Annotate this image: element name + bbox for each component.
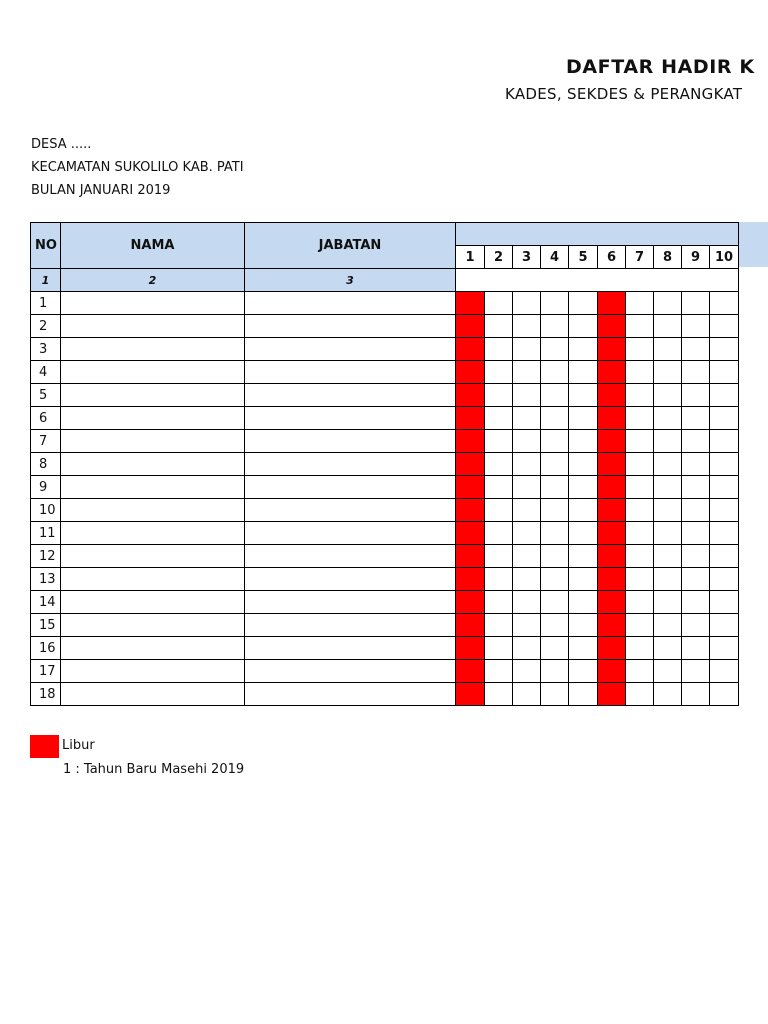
attendance-cell[interactable]	[626, 407, 654, 430]
attendance-cell[interactable]	[541, 453, 569, 476]
attendance-cell[interactable]	[513, 568, 541, 591]
holiday-cell	[456, 637, 485, 660]
nama-cell[interactable]	[61, 361, 245, 384]
attendance-cell[interactable]	[682, 407, 710, 430]
table-row	[31, 476, 739, 499]
attendance-cell[interactable]	[654, 315, 682, 338]
attendance-cell[interactable]	[682, 338, 710, 361]
holiday-cell	[598, 292, 626, 315]
holiday-cell	[598, 407, 626, 430]
attendance-cell[interactable]	[513, 361, 541, 384]
attendance-cell[interactable]	[485, 522, 513, 545]
attendance-cell[interactable]	[682, 545, 710, 568]
jabatan-cell[interactable]	[245, 292, 456, 315]
attendance-cell[interactable]	[569, 407, 598, 430]
attendance-cell[interactable]	[682, 522, 710, 545]
village-info	[31, 133, 244, 202]
attendance-cell[interactable]	[710, 476, 739, 499]
attendance-cell[interactable]	[513, 476, 541, 499]
attendance-cell[interactable]	[541, 315, 569, 338]
jabatan-cell[interactable]	[245, 338, 456, 361]
day-header-3: 3	[513, 246, 541, 269]
holiday-cell	[598, 660, 626, 683]
attendance-cell[interactable]	[485, 591, 513, 614]
jabatan-cell[interactable]	[245, 614, 456, 637]
attendance-cell[interactable]	[569, 338, 598, 361]
attendance-cell[interactable]	[513, 430, 541, 453]
jabatan-cell[interactable]	[245, 545, 456, 568]
attendance-cell[interactable]	[626, 568, 654, 591]
day-header-8: 8	[654, 246, 682, 269]
attendance-cell[interactable]	[569, 683, 598, 706]
row-number: 2	[31, 315, 61, 338]
attendance-cell[interactable]	[682, 637, 710, 660]
attendance-cell[interactable]	[541, 476, 569, 499]
table-row	[31, 522, 739, 545]
nama-cell[interactable]	[61, 660, 245, 683]
nama-cell[interactable]	[61, 637, 245, 660]
attendance-cell[interactable]	[654, 637, 682, 660]
holiday-cell	[598, 545, 626, 568]
attendance-cell[interactable]	[710, 384, 739, 407]
holiday-cell	[456, 499, 485, 522]
attendance-cell[interactable]	[710, 407, 739, 430]
row-number: 4	[31, 361, 61, 384]
attendance-cell[interactable]	[710, 568, 739, 591]
attendance-cell[interactable]	[654, 430, 682, 453]
attendance-cell[interactable]	[569, 499, 598, 522]
attendance-cell[interactable]	[654, 568, 682, 591]
desa-line: DESA .....	[31, 137, 92, 152]
attendance-cell[interactable]	[626, 453, 654, 476]
attendance-cell[interactable]	[654, 361, 682, 384]
attendance-cell[interactable]	[485, 683, 513, 706]
attendance-cell[interactable]	[626, 361, 654, 384]
attendance-cell[interactable]	[682, 453, 710, 476]
day-header-10: 10	[710, 246, 739, 269]
nama-cell[interactable]	[61, 499, 245, 522]
attendance-cell[interactable]	[682, 614, 710, 637]
table-row	[31, 453, 739, 476]
jabatan-cell[interactable]	[245, 384, 456, 407]
attendance-cell[interactable]	[654, 614, 682, 637]
table-row	[31, 545, 739, 568]
attendance-cell[interactable]	[541, 683, 569, 706]
nama-cell[interactable]	[61, 453, 245, 476]
attendance-cell[interactable]	[485, 315, 513, 338]
holiday-cell	[598, 683, 626, 706]
attendance-cell[interactable]	[682, 361, 710, 384]
attendance-cell[interactable]	[654, 522, 682, 545]
attendance-cell[interactable]	[626, 499, 654, 522]
attendance-cell[interactable]	[485, 430, 513, 453]
row-number: 1	[31, 292, 61, 315]
attendance-cell[interactable]	[710, 545, 739, 568]
attendance-cell[interactable]	[569, 384, 598, 407]
attendance-cell[interactable]	[569, 545, 598, 568]
attendance-cell[interactable]	[485, 637, 513, 660]
attendance-cell[interactable]	[654, 384, 682, 407]
legend-note: 1 : Tahun Baru Masehi 2019	[63, 762, 245, 777]
attendance-cell[interactable]	[654, 591, 682, 614]
holiday-cell	[598, 338, 626, 361]
attendance-cell[interactable]	[541, 545, 569, 568]
row-number: 18	[31, 683, 61, 706]
nama-cell[interactable]	[61, 430, 245, 453]
attendance-cell[interactable]	[513, 545, 541, 568]
attendance-cell[interactable]	[682, 384, 710, 407]
attendance-cell[interactable]	[513, 338, 541, 361]
document-title: DAFTAR HADIR K	[566, 56, 755, 78]
jabatan-cell[interactable]	[245, 568, 456, 591]
attendance-cell[interactable]	[682, 430, 710, 453]
day-header-7: 7	[626, 246, 654, 269]
holiday-cell	[456, 683, 485, 706]
table-row	[31, 407, 739, 430]
header-fill-overflow	[738, 222, 768, 267]
attendance-cell[interactable]	[569, 660, 598, 683]
col-index-no: 1	[31, 269, 61, 292]
holiday-cell	[456, 476, 485, 499]
attendance-cell[interactable]	[569, 292, 598, 315]
attendance-cell[interactable]	[654, 683, 682, 706]
row-number: 10	[31, 499, 61, 522]
attendance-cell[interactable]	[541, 384, 569, 407]
table-row	[31, 683, 739, 706]
attendance-cell[interactable]	[569, 430, 598, 453]
attendance-cell[interactable]	[541, 430, 569, 453]
holiday-cell	[456, 384, 485, 407]
attendance-body	[31, 292, 739, 706]
col-index-days-blank	[456, 269, 739, 292]
jabatan-cell[interactable]	[245, 660, 456, 683]
table-row	[31, 315, 739, 338]
attendance-cell[interactable]	[710, 315, 739, 338]
holiday-cell	[598, 384, 626, 407]
attendance-cell[interactable]	[513, 522, 541, 545]
attendance-cell[interactable]	[654, 660, 682, 683]
table-row	[31, 591, 739, 614]
holiday-cell	[598, 476, 626, 499]
jabatan-cell[interactable]	[245, 407, 456, 430]
nama-cell[interactable]	[61, 683, 245, 706]
kecamatan-line: KECAMATAN SUKOLILO KAB. PATI	[31, 160, 244, 175]
jabatan-cell[interactable]	[245, 591, 456, 614]
attendance-cell[interactable]	[513, 591, 541, 614]
legend-label: Libur	[62, 738, 95, 753]
jabatan-cell[interactable]	[245, 430, 456, 453]
holiday-cell	[456, 407, 485, 430]
holiday-cell	[456, 545, 485, 568]
attendance-table	[30, 222, 739, 706]
attendance-cell[interactable]	[626, 430, 654, 453]
jabatan-cell[interactable]	[245, 453, 456, 476]
nama-cell[interactable]	[61, 292, 245, 315]
attendance-cell[interactable]	[485, 384, 513, 407]
attendance-cell[interactable]	[626, 522, 654, 545]
nama-cell[interactable]	[61, 522, 245, 545]
attendance-cell[interactable]	[626, 384, 654, 407]
table-row	[31, 660, 739, 683]
attendance-cell[interactable]	[626, 614, 654, 637]
attendance-cell[interactable]	[626, 338, 654, 361]
attendance-cell[interactable]	[682, 683, 710, 706]
nama-cell[interactable]	[61, 568, 245, 591]
attendance-cell[interactable]	[513, 384, 541, 407]
holiday-cell	[598, 637, 626, 660]
attendance-cell[interactable]	[710, 499, 739, 522]
jabatan-cell[interactable]	[245, 499, 456, 522]
attendance-cell[interactable]	[654, 292, 682, 315]
attendance-cell[interactable]	[485, 499, 513, 522]
attendance-cell[interactable]	[513, 315, 541, 338]
attendance-cell[interactable]	[485, 476, 513, 499]
attendance-cell[interactable]	[710, 591, 739, 614]
holiday-cell	[456, 338, 485, 361]
attendance-cell[interactable]	[513, 499, 541, 522]
attendance-cell[interactable]	[654, 476, 682, 499]
jabatan-cell[interactable]	[245, 476, 456, 499]
attendance-cell[interactable]	[626, 292, 654, 315]
nama-cell[interactable]	[61, 338, 245, 361]
holiday-cell	[598, 361, 626, 384]
holiday-cell	[598, 568, 626, 591]
attendance-cell[interactable]	[710, 614, 739, 637]
attendance-cell[interactable]	[541, 660, 569, 683]
bulan-line: BULAN JANUARI 2019	[31, 183, 171, 198]
attendance-cell[interactable]	[682, 591, 710, 614]
attendance-cell[interactable]	[541, 637, 569, 660]
row-number: 17	[31, 660, 61, 683]
attendance-cell[interactable]	[541, 407, 569, 430]
row-number: 8	[31, 453, 61, 476]
attendance-cell[interactable]	[569, 568, 598, 591]
attendance-cell[interactable]	[682, 660, 710, 683]
attendance-cell[interactable]	[626, 545, 654, 568]
nama-cell[interactable]	[61, 545, 245, 568]
jabatan-cell[interactable]	[245, 522, 456, 545]
attendance-cell[interactable]	[541, 614, 569, 637]
attendance-cell[interactable]	[513, 614, 541, 637]
holiday-cell	[456, 591, 485, 614]
attendance-cell[interactable]	[654, 499, 682, 522]
attendance-cell[interactable]	[654, 453, 682, 476]
day-header-9: 9	[682, 246, 710, 269]
attendance-cell[interactable]	[654, 407, 682, 430]
attendance-cell[interactable]	[710, 292, 739, 315]
jabatan-cell[interactable]	[245, 683, 456, 706]
attendance-cell[interactable]	[569, 591, 598, 614]
table-row	[31, 430, 739, 453]
attendance-cell[interactable]	[682, 315, 710, 338]
day-header-2: 2	[485, 246, 513, 269]
holiday-cell	[456, 430, 485, 453]
attendance-cell[interactable]	[654, 545, 682, 568]
row-number: 7	[31, 430, 61, 453]
document-subtitle: KADES, SEKDES & PERANGKAT	[505, 85, 743, 103]
attendance-cell[interactable]	[569, 315, 598, 338]
row-number: 16	[31, 637, 61, 660]
attendance-cell[interactable]	[541, 591, 569, 614]
attendance-cell[interactable]	[710, 683, 739, 706]
holiday-cell	[456, 453, 485, 476]
jabatan-cell[interactable]	[245, 315, 456, 338]
col-no-header: NO	[31, 223, 61, 269]
attendance-cell[interactable]	[541, 568, 569, 591]
col-nama-header: NAMA	[61, 223, 245, 269]
holiday-cell	[598, 453, 626, 476]
holiday-cell	[456, 568, 485, 591]
table-row	[31, 338, 739, 361]
holiday-cell	[456, 292, 485, 315]
attendance-cell[interactable]	[710, 637, 739, 660]
row-number: 14	[31, 591, 61, 614]
attendance-cell[interactable]	[710, 660, 739, 683]
attendance-cell[interactable]	[541, 292, 569, 315]
attendance-cell[interactable]	[710, 361, 739, 384]
attendance-cell[interactable]	[513, 292, 541, 315]
attendance-cell[interactable]	[485, 660, 513, 683]
attendance-cell[interactable]	[569, 361, 598, 384]
attendance-cell[interactable]	[485, 453, 513, 476]
attendance-cell[interactable]	[485, 545, 513, 568]
table-row	[31, 292, 739, 315]
attendance-cell[interactable]	[513, 453, 541, 476]
attendance-cell[interactable]	[626, 315, 654, 338]
attendance-cell[interactable]	[569, 614, 598, 637]
table-row	[31, 499, 739, 522]
attendance-cell[interactable]	[569, 522, 598, 545]
attendance-cell[interactable]	[513, 683, 541, 706]
attendance-cell[interactable]	[513, 660, 541, 683]
holiday-cell	[456, 361, 485, 384]
attendance-cell[interactable]	[626, 660, 654, 683]
nama-cell[interactable]	[61, 614, 245, 637]
attendance-cell[interactable]	[682, 476, 710, 499]
table-row	[31, 637, 739, 660]
attendance-cell[interactable]	[654, 338, 682, 361]
row-number: 3	[31, 338, 61, 361]
holiday-cell	[456, 614, 485, 637]
jabatan-cell[interactable]	[245, 361, 456, 384]
table-row	[31, 361, 739, 384]
attendance-cell[interactable]	[569, 476, 598, 499]
col-index-jabatan: 3	[245, 269, 456, 292]
holiday-cell	[598, 591, 626, 614]
holiday-cell	[456, 522, 485, 545]
attendance-cell[interactable]	[569, 453, 598, 476]
day-header-1: 1	[456, 246, 485, 269]
holiday-cell	[456, 660, 485, 683]
day-header-4: 4	[541, 246, 569, 269]
attendance-cell[interactable]	[710, 522, 739, 545]
attendance-cell[interactable]	[710, 453, 739, 476]
holiday-cell	[598, 315, 626, 338]
attendance-cell[interactable]	[569, 637, 598, 660]
attendance-cell[interactable]	[485, 338, 513, 361]
attendance-cell[interactable]	[541, 361, 569, 384]
attendance-cell[interactable]	[682, 292, 710, 315]
col-jabatan-header: JABATAN	[245, 223, 456, 269]
row-number: 9	[31, 476, 61, 499]
table-row	[31, 614, 739, 637]
holiday-cell	[598, 430, 626, 453]
attendance-cell[interactable]	[626, 591, 654, 614]
row-number: 13	[31, 568, 61, 591]
attendance-cell[interactable]	[485, 361, 513, 384]
nama-cell[interactable]	[61, 476, 245, 499]
holiday-cell	[598, 614, 626, 637]
attendance-cell[interactable]	[682, 568, 710, 591]
attendance-cell[interactable]	[626, 683, 654, 706]
row-number: 11	[31, 522, 61, 545]
holiday-cell	[456, 315, 485, 338]
attendance-cell[interactable]	[541, 499, 569, 522]
row-number: 15	[31, 614, 61, 637]
attendance-cell[interactable]	[626, 637, 654, 660]
day-header-5: 5	[569, 246, 598, 269]
row-number: 12	[31, 545, 61, 568]
nama-cell[interactable]	[61, 315, 245, 338]
attendance-cell[interactable]	[710, 338, 739, 361]
holiday-cell	[598, 522, 626, 545]
table-row	[31, 568, 739, 591]
attendance-cell[interactable]	[682, 499, 710, 522]
holiday-cell	[598, 499, 626, 522]
attendance-cell[interactable]	[485, 568, 513, 591]
nama-cell[interactable]	[61, 591, 245, 614]
attendance-cell[interactable]	[710, 430, 739, 453]
attendance-cell[interactable]	[541, 338, 569, 361]
row-number: 5	[31, 384, 61, 407]
day-header-6: 6	[598, 246, 626, 269]
nama-cell[interactable]	[61, 407, 245, 430]
attendance-cell[interactable]	[626, 476, 654, 499]
row-number: 6	[31, 407, 61, 430]
jabatan-cell[interactable]	[245, 637, 456, 660]
attendance-cell[interactable]	[485, 407, 513, 430]
attendance-cell[interactable]	[513, 407, 541, 430]
attendance-cell[interactable]	[541, 522, 569, 545]
attendance-cell[interactable]	[485, 614, 513, 637]
col-index-nama: 2	[61, 269, 245, 292]
holiday-swatch	[30, 735, 59, 758]
table-row	[31, 384, 739, 407]
attendance-cell[interactable]	[485, 292, 513, 315]
attendance-cell[interactable]	[513, 637, 541, 660]
days-group-header	[456, 223, 739, 246]
nama-cell[interactable]	[61, 384, 245, 407]
